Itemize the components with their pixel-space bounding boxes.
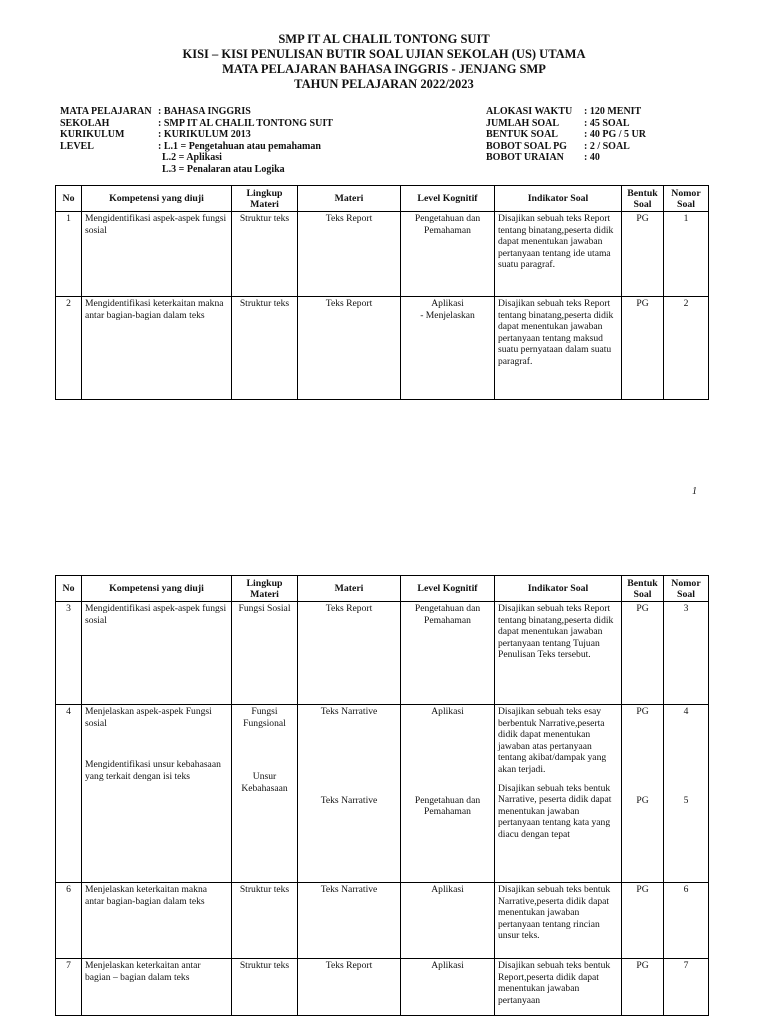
col-header-level: Level Kognitif xyxy=(401,186,495,212)
page-number: 1 xyxy=(692,486,697,497)
col-header-lingkup: Lingkup Materi xyxy=(232,576,298,602)
col-header-materi: Materi xyxy=(298,576,401,602)
kisi-table-2 xyxy=(55,575,709,1016)
col-header-no: No xyxy=(56,576,82,602)
table-header-row xyxy=(56,186,709,212)
meta-row-weight-essay: BOBOT URAIAN : 40 xyxy=(486,152,600,163)
document-title xyxy=(0,32,768,92)
meta-row-weight-pg: BOBOT SOAL PG : 2 / SOAL xyxy=(486,140,630,152)
table-row: 1 Mengidentifikasi aspek-aspek fungsi sosial Struktur teks Teks Report Pengetahuan dan Pemahaman Disajikan sebuah teks Report tentang binatang,peserta didik dapat menentukan jawaban pertanyaan tentang ide utama suatu paragraf. PG 1 xyxy=(56,212,709,297)
col-header-materi: Materi xyxy=(298,186,401,212)
table-row: 4 Menjelaskan aspek-aspek Fungsi sosial Mengidentifikasi unsur kebahasaan yang terkait dengan isi teks Fungsi Fungsional Unsur Kebahasaan Teks Narrative Teks Narrative Aplikasi Pengetahuan dan Pemahaman Disajikan sebuah teks esay berbentuk Narrative,peserta didik dapat menentukan jawaban atas pertanyaan tentang akibat/dampak yang akan terjadi. Disajikan sebuah teks bentuk Narrative, peserta didik dapat menentukan jawaban pertanyaan tentang kata yang diacu dengan tepat PG PG 4 5 xyxy=(56,705,709,883)
col-header-nomor: Nomor Soal xyxy=(664,186,709,212)
col-header-bentuk: Bentuk Soal xyxy=(622,576,664,602)
table-row: 3 Mengidentifikasi aspek-aspek fungsi sosial Fungsi Sosial Teks Report Pengetahuan dan Pemahaman Disajikan sebuah teks Report tentang binatang,peserta didik dapat menentukan jawaban pertanyaan tentang Tujuan Penulisan Teks tersebut. PG 3 xyxy=(56,602,709,705)
col-header-kompetensi: Kompetensi yang diuji xyxy=(82,186,232,212)
table-row: 2 Mengidentifikasi keterkaitan makna antar bagian-bagian dalam teks Struktur teks Teks Report Aplikasi - Menjelaskan Disajikan sebuah teks Report tentang binatang,peserta didik dapat menentukan jawaban pertanyaan tentang maksud suatu pernyataan dalam suatu paragraf. PG 2 xyxy=(56,297,709,400)
level-cell: Aplikasi - Menjelaskan xyxy=(401,297,495,400)
col-header-nomor: Nomor Soal xyxy=(664,576,709,602)
col-header-kompetensi: Kompetensi yang diuji xyxy=(82,576,232,602)
meta-row-level-3: L.3 = Penalaran atau Logika xyxy=(162,163,285,175)
meta-right xyxy=(486,106,646,164)
meta-row-time: ALOKASI WAKTU : 120 MENIT xyxy=(486,106,642,117)
meta-row-subject: MATA PELAJARAN : BAHASA INGGRIS xyxy=(60,106,251,117)
meta-left xyxy=(60,106,333,175)
meta-row-level: LEVEL : L.1 = Pengetahuan atau pemahaman xyxy=(60,140,321,152)
col-header-level: Level Kognitif xyxy=(401,576,495,602)
kisi-table-1 xyxy=(55,185,709,400)
meta-row-form: BENTUK SOAL : 40 PG / 5 UR xyxy=(486,129,646,140)
meta-row-curriculum: KURIKULUM : KURIKULUM 2013 xyxy=(60,129,251,140)
col-header-bentuk: Bentuk Soal xyxy=(622,186,664,212)
meta-row-school: SEKOLAH : SMP IT AL CHALIL TONTONG SUIT xyxy=(60,117,333,129)
meta-row-level-2: L.2 = Aplikasi xyxy=(162,152,222,163)
meta-row-total: JUMLAH SOAL : 45 SOAL xyxy=(486,117,630,129)
col-header-indikator: Indikator Soal xyxy=(495,186,622,212)
title-line-kisi: KISI – KISI PENULISAN BUTIR SOAL UJIAN SEKOLAH (US) UTAMA xyxy=(182,47,586,61)
col-header-no: No xyxy=(56,186,82,212)
title-line-year: TAHUN PELAJARAN 2022/2023 xyxy=(294,77,474,91)
col-header-indikator: Indikator Soal xyxy=(495,576,622,602)
title-line-school: SMP IT AL CHALIL TONTONG SUIT xyxy=(278,32,490,46)
col-header-lingkup: Lingkup Materi xyxy=(232,186,298,212)
table-row: 6 Menjelaskan keterkaitan makna antar bagian-bagian dalam teks Struktur teks Teks Narrative Aplikasi Disajikan sebuah teks bentuk Narrative,peserta didik dapat menentukan jawaban pertanyaan tentang rincian unsur teks. PG 6 xyxy=(56,883,709,959)
title-line-subject: MATA PELAJARAN BAHASA INGGRIS - JENJANG SMP xyxy=(222,62,546,76)
table-header-row xyxy=(56,576,709,602)
table-row: 7 Menjelaskan keterkaitan antar bagian – bagian dalam teks Struktur teks Teks Report Aplikasi Disajikan sebuah teks bentuk Report,peserta didik dapat menentukan jawaban pertanyaan PG 7 xyxy=(56,959,709,1016)
